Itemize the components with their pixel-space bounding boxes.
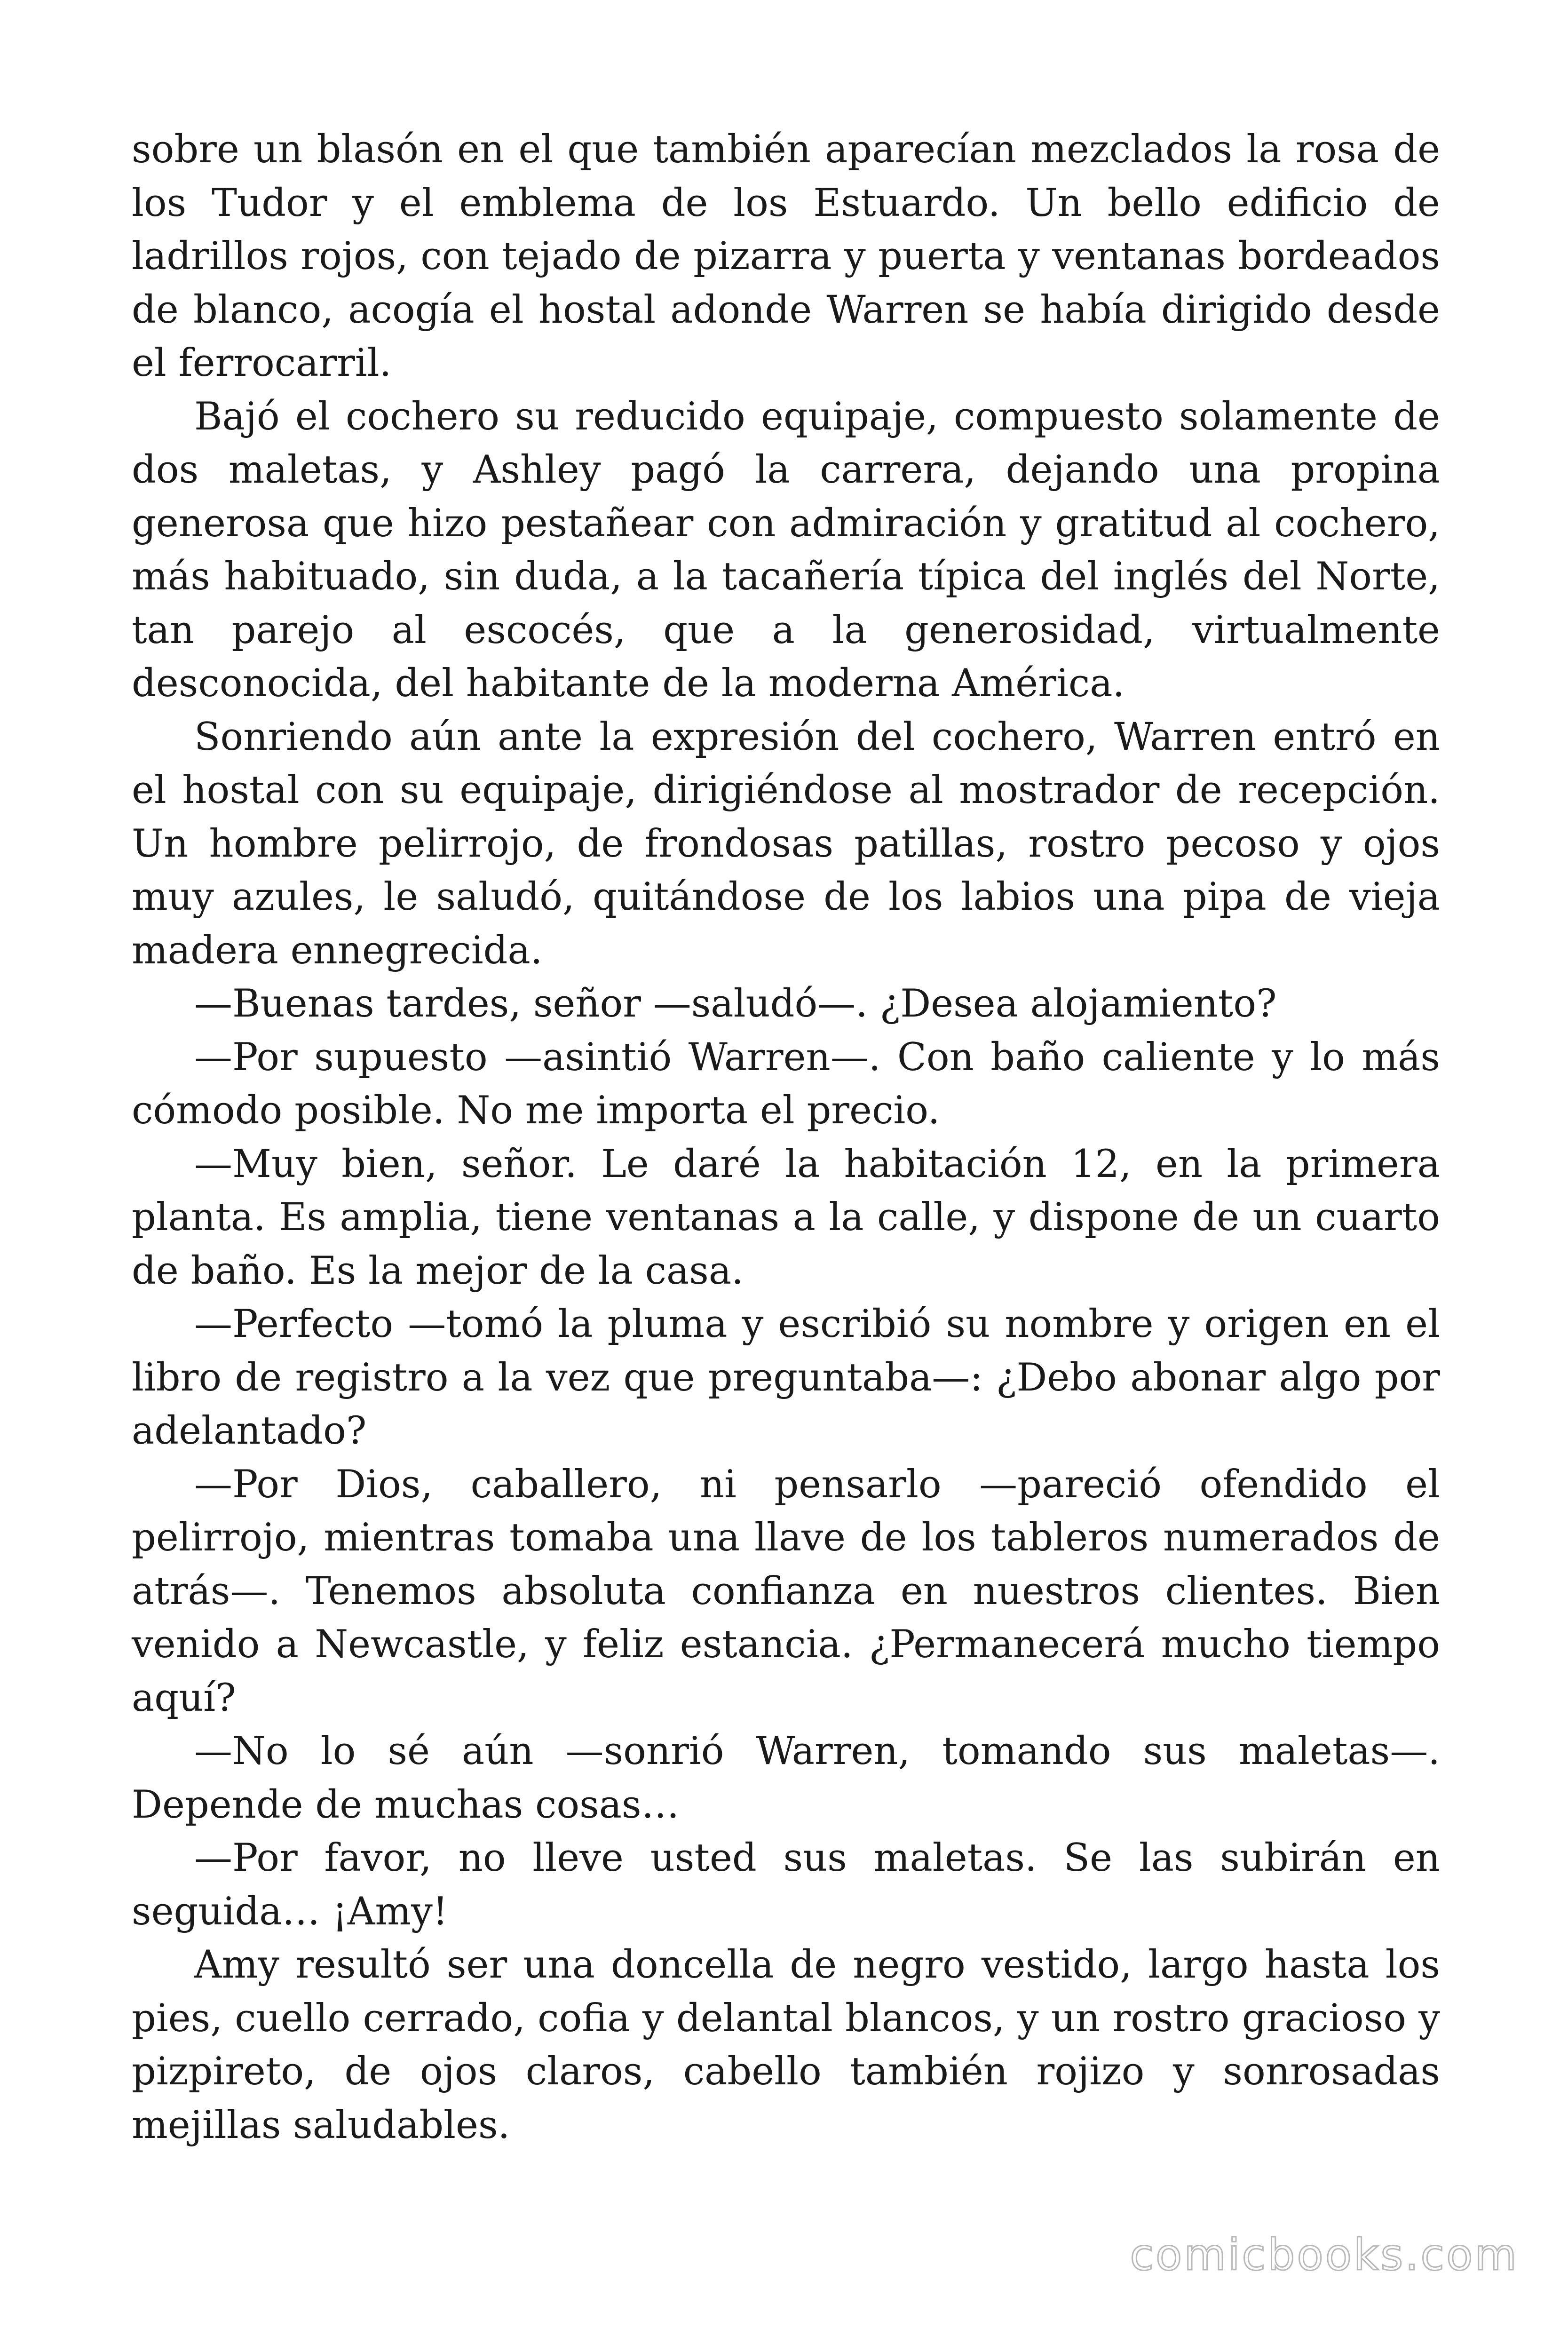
paragraph: Sonriendo aún ante la expresión del cochero, Warren entró en el hostal con su equipaje, dirigiéndose al mostrador de recepción. Un hombre pelirrojo, de frondosas patillas, rostro pecoso y ojos muy azules, le saludó, quitándose de los labios una pipa de vieja madera ennegrecida. [132, 715, 1440, 973]
dialogue-line: —Perfecto —tomó la pluma y escribió su nombre y origen en el libro de registro a la vez que preguntaba—: ¿Debo abonar algo por adelantado? [132, 1302, 1440, 1453]
dialogue-line: —Por supuesto —asintió Warren—. Con baño caliente y lo más cómodo posible. No me importa el precio. [132, 1035, 1440, 1133]
book-page-text [132, 123, 1440, 2152]
dialogue-line: —Por favor, no lleve usted sus maletas. Se las subirán en seguida… ¡Amy! [132, 1836, 1440, 1934]
paragraph: sobre un blasón en el que también aparecían mezclados la rosa de los Tudor y el emblema de los Estuardo. Un bello edificio de ladrillos rojos, con tejado de pizarra y puerta y ventanas bordeados de blanco, acogía el hostal adonde Warren se había dirigido desde el ferrocarril. [132, 127, 1440, 385]
paragraph: Amy resultó ser una doncella de negro vestido, largo hasta los pies, cuello cerrado, cofia y delantal blancos, y un rostro gracioso y pizpireto, de ojos claros, cabello también rojizo y sonrosadas mejillas saludables. [132, 1943, 1440, 2147]
watermark: comicbooks.com [1130, 2230, 1519, 2280]
dialogue-line: —No lo sé aún —sonrió Warren, tomando sus maletas—. Depende de muchas cosas… [132, 1729, 1440, 1827]
dialogue-line: —Muy bien, señor. Le daré la habitación 12, en la primera planta. Es amplia, tiene ventanas a la calle, y dispone de un cuarto de baño. Es la mejor de la casa. [132, 1142, 1440, 1293]
paragraph: Bajó el cochero su reducido equipaje, compuesto solamente de dos maletas, y Ashley pagó la carrera, dejando una propina generosa que hizo pestañear con admiración y gratitud al cochero, más habituado, sin duda, a la tacañería típica del inglés del Norte, tan parejo al escocés, que a la generosidad, virtualmente desconocida, del habitante de la moderna América. [132, 394, 1440, 706]
dialogue-line: —Buenas tardes, señor —saludó—. ¿Desea alojamiento? [194, 982, 1277, 1026]
dialogue-line: —Por Dios, caballero, ni pensarlo —pareció ofendido el pelirrojo, mientras tomaba una llave de los tableros numerados de atrás—. Tenemos absoluta confianza en nuestros clientes. Bien venido a Newcastle, y feliz estancia. ¿Permanecerá mucho tiempo aquí? [132, 1462, 1440, 1720]
